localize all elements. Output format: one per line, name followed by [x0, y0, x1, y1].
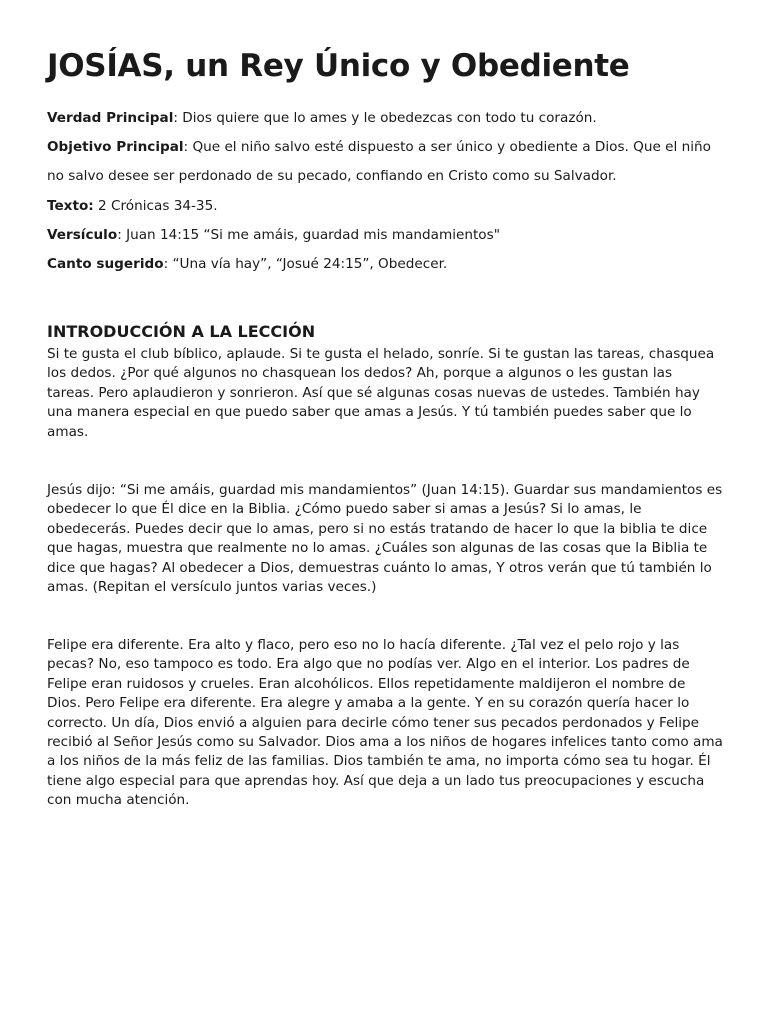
texto-text: 2 Crónicas 34-35.	[93, 198, 218, 214]
verdad-principal	[47, 108, 727, 128]
versiculo	[47, 225, 727, 245]
paragraph-1: Si te gusta el club bíblico, aplaude. Si te gusta el helado, sonríe. Si te gustan las tareas, chasquea los dedos. ¿Por qué algunos no chasquean los dedos? Ah, porque a algunos o les gustan las tareas. Pero aplaudieron y sonrieron. Así que sé algunas cosas nuevas de ustedes. También hay una manera especial en que puedo saber que amas a Jesús. Y tú también puedes saber que lo amas.	[47, 346, 715, 440]
texto-label: Texto:	[47, 198, 94, 214]
canto-sugerido	[47, 254, 727, 274]
objetivo-principal-text: : Que el niño salvo esté dispuesto a ser único y obediente a Dios. Que el niño no salvo desee ser perdonado de su pecado, confiando en Cristo como su Salvador.	[47, 139, 711, 184]
paragraph-2: Jesús dijo: “Si me amáis, guardad mis mandamientos” (Juan 14:15). Guardar sus mandamientos es obedecer lo que Él dice en la Biblia. ¿Cómo puedo saber si amas a Jesús? Si lo amas, le obedecerás. Puedes decir que lo amas, pero si no estás tratando de hacer lo que la biblia te dice que hagas, muestra que realmente no lo amas. ¿Cuáles son algunas de las cosas que la Biblia te dice que hagas? Al obedecer a Dios, demuestras cuánto lo amas, Y otros verán que tú también lo amas. (Repitan el versículo juntos varias veces.)	[47, 482, 723, 596]
versiculo-text: : Juan 14:15 “Si me amáis, guardad mis mandamientos"	[117, 227, 500, 243]
canto-sugerido-text: : “Una vía hay”, “Josué 24:15”, Obedecer.	[163, 256, 448, 272]
objetivo-principal-label: Objetivo Principal	[47, 139, 184, 155]
section-heading: INTRODUCCIÓN A LA LECCIÓN	[47, 322, 316, 341]
verdad-principal-label: Verdad Principal	[47, 110, 174, 126]
paragraph-3: Felipe era diferente. Era alto y flaco, pero eso no lo hacía diferente. ¿Tal vez el pelo rojo y las pecas? No, eso tampoco es todo. Era algo que no podías ver. Algo en el interior. Los padres de Felipe eran ruidosos y crueles. Eran alcohólicos. Ellos repetidamente maldijeron el nombre de Dios. Pero Felipe era diferente. Era alegre y amaba a la gente. Y en su corazón quería hacer lo correcto. Un día, Dios envió a alguien para decirle cómo tener sus pecados perdonados y Felipe recibió al Señor Jesús como su Salvador. Dios ama a los niños de hogares infelices tanto como ama a los niños de la más feliz de las familias. Dios también te ama, no importa cómo sea tu hogar. Él tiene algo especial para que aprendas hoy. Así que deja a un lado tus preocupaciones y escucha con mucha atención.	[47, 637, 723, 809]
verdad-principal-text: : Dios quiere que lo ames y le obedezcas con todo tu corazón.	[173, 110, 597, 126]
canto-sugerido-label: Canto sugerido	[47, 256, 164, 272]
page-title: JOSÍAS, un Rey Único y Obediente	[47, 48, 630, 84]
texto-ref	[47, 196, 727, 216]
versiculo-label: Versículo	[47, 227, 118, 243]
objetivo-principal	[47, 133, 727, 191]
